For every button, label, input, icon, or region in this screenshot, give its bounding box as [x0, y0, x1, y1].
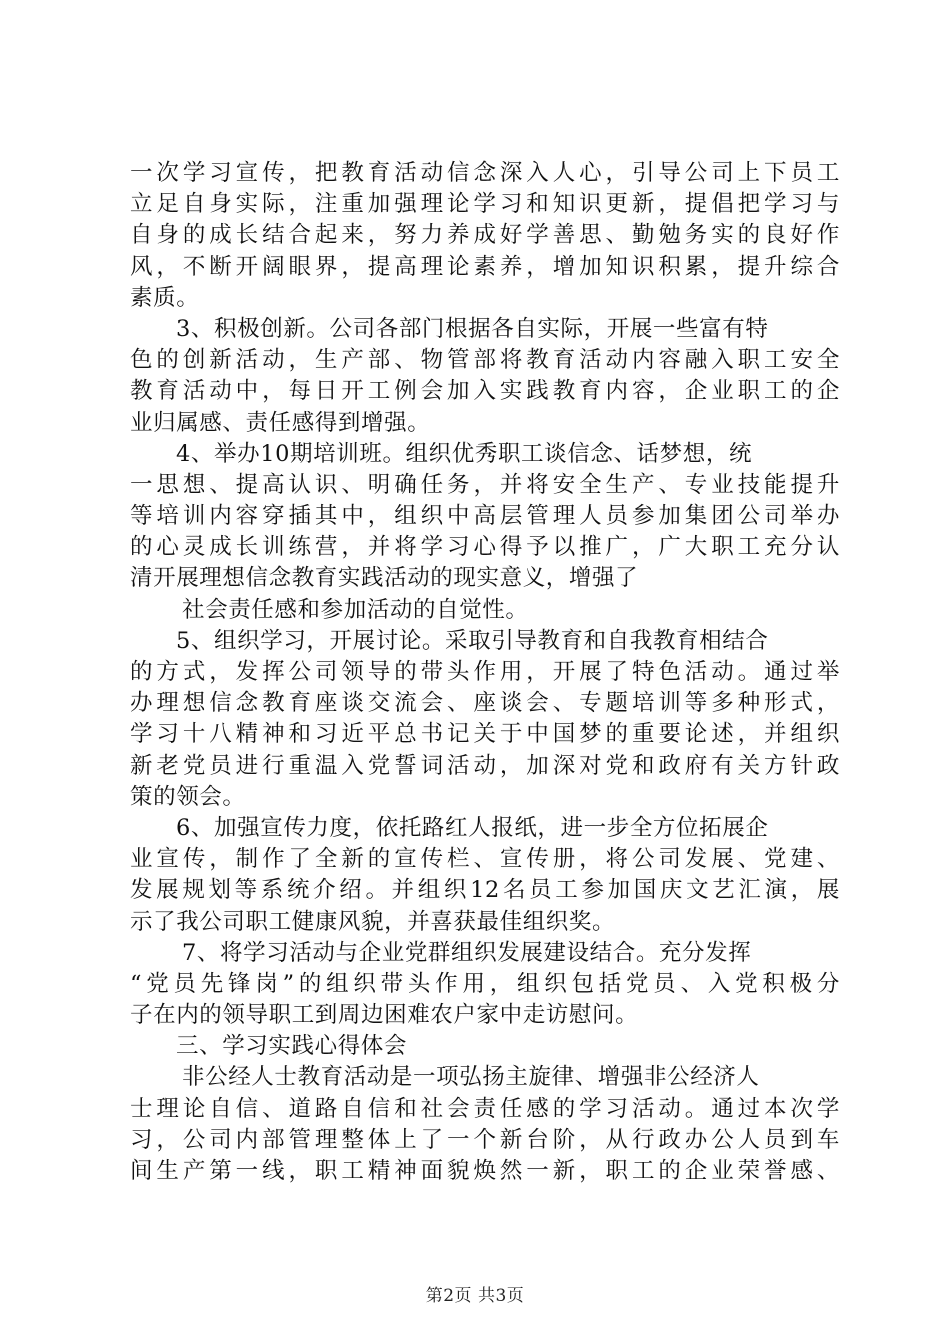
text-line: “党员先锋岗”的组织带头作用，组织包括党员、入党积极分	[130, 970, 840, 997]
text-line: 学习十八精神和习近平总书记关于中国梦的重要论述，并组织	[130, 721, 840, 748]
text-line: 策的领会。	[130, 783, 246, 810]
text-line: 业归属感、责任感得到增强。	[130, 409, 431, 436]
text-line: 办理想信念教育座谈交流会、座谈会、专题培训等多种形式，	[130, 690, 840, 717]
text-line: 清开展理想信念教育实践活动的现实意义，增强了	[130, 565, 639, 592]
text-line: 的方式，发挥公司领导的带头作用，开展了特色活动。通过举	[130, 659, 840, 685]
text-line: 习，公司内部管理整体上了一个新台阶，从行政办公人员到车	[130, 1126, 840, 1153]
text-line: 3、积极创新。公司各部门根据各自实际，开展一些富有特	[176, 315, 769, 342]
text-line: 等培训内容穿插其中，组织中高层管理人员参加集团公司举办	[130, 503, 840, 530]
text-line: 的心灵成长训练营，并将学习心得予以推广，广大职工充分认	[130, 534, 840, 561]
text-line: 示了我公司职工健康风貌，并喜获最佳组织奖。	[130, 908, 616, 935]
page-footer: 第2页 共3页	[425, 1286, 525, 1306]
text-line: 社会责任感和参加活动的自觉性。	[182, 596, 529, 623]
text-line: 间生产第一线，职工精神面貌焕然一新，职工的企业荣誉感、	[130, 1158, 840, 1184]
text-line: 自身的成长结合起来，努力养成好学善思、勤勉务实的良好作	[130, 222, 840, 249]
text-line: 立足自身实际，注重加强理论学习和知识更新，提倡把学习与	[130, 191, 840, 218]
text-line: 非公经人士教育活动是一项弘扬主旋律、增强非公经济人	[182, 1064, 760, 1091]
text-line: 子在内的领导职工到周边困难农户家中走访慰问。	[130, 1002, 639, 1029]
text-line: 素质。	[130, 284, 200, 311]
text-line: 士理论自信、道路自信和社会责任感的学习活动。通过本次学	[130, 1095, 840, 1122]
text-line: 5、组织学习，开展讨论。采取引导教育和自我教育相结合	[176, 627, 769, 654]
text-line: 发展规划等系统介绍。并组织12名员工参加国庆文艺汇演，展	[130, 877, 840, 904]
text-line: 风，不断开阔眼界，提高理论素养，增加知识积累，提升综合	[130, 253, 840, 280]
text-line: 三、学习实践心得体会	[176, 1033, 408, 1060]
text-line: 一思想、提高认识、明确任务，并将安全生产、专业技能提升	[130, 471, 840, 498]
text-line: 业宣传，制作了全新的宣传栏、宣传册，将公司发展、党建、	[130, 846, 840, 873]
text-line: 7、将学习活动与企业党群组织发展建设结合。充分发挥	[182, 939, 752, 966]
text-line: 教育活动中，每日开工例会加入实践教育内容，企业职工的企	[130, 378, 840, 405]
text-line: 4、举办10期培训班。组织优秀职工谈信念、话梦想，统	[176, 440, 753, 467]
text-line: 6、加强宣传力度，依托路红人报纸，进一步全方位拓展企	[176, 814, 769, 841]
text-line: 色的创新活动，生产部、物管部将教育活动内容融入职工安全	[130, 347, 840, 374]
text-line: 新老党员进行重温入党誓词活动，加深对党和政府有关方针政	[130, 752, 840, 779]
text-line: 一次学习宣传，把教育活动信念深入人心，引导公司上下员工	[130, 160, 840, 186]
body-text	[130, 158, 840, 1187]
